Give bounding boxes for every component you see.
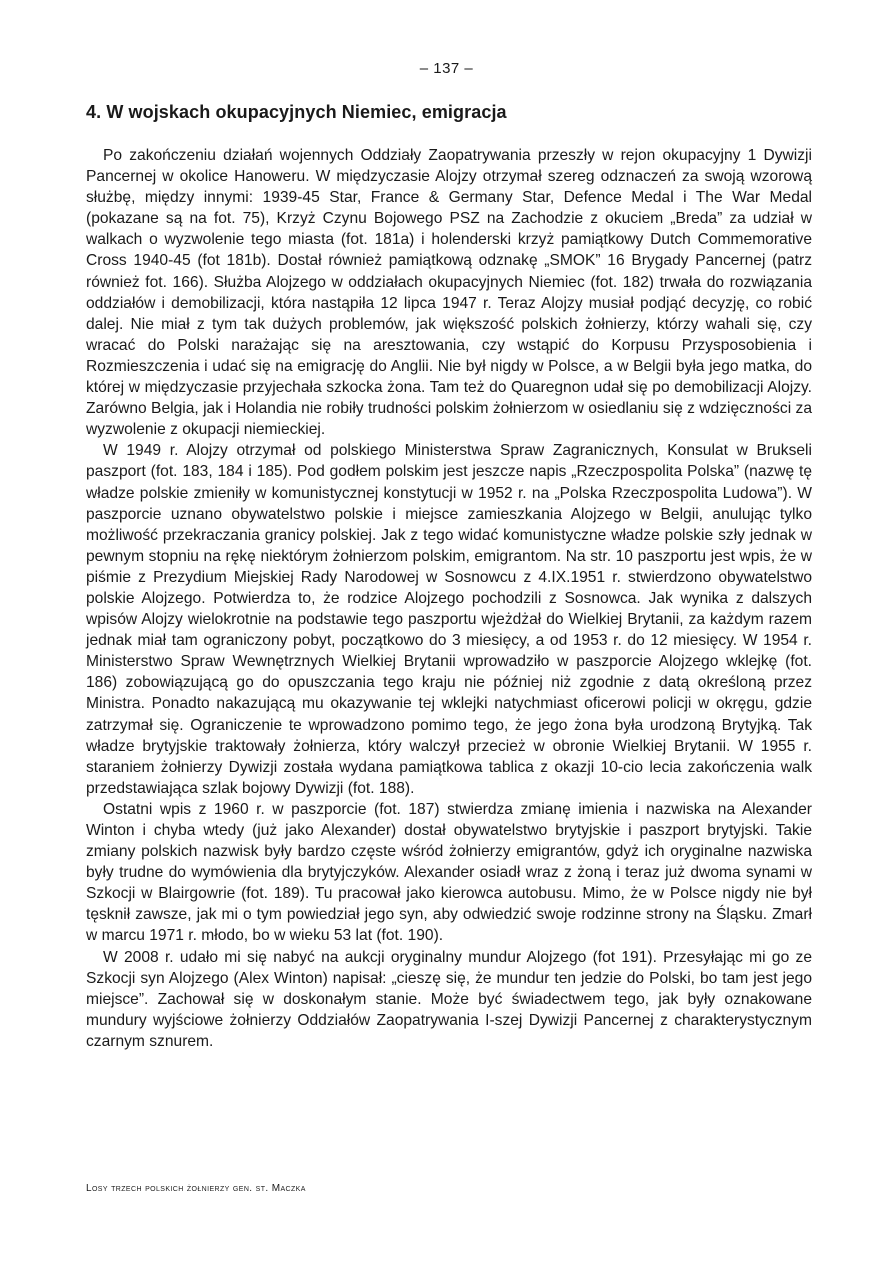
paragraph: W 2008 r. udało mi się nabyć na aukcji oryginalny mundur Alojzego (fot 191). Przesyłając mi go ze Szkocji syn Alojzego (Alex Winton) napisał: „cieszę się, że mundur ten jedzie do Polski, bo tam jest jego miejsce”. Zachował się w doskonałym stanie. Może być świadectwem tego, jak były oznakowane mundury wyjściowe żołnierzy Oddziałów Zaopatrywania I-szej Dywizji Pancernej z charakterystycznym czarnym sznurem. (86, 948, 812, 1050)
running-footer: Losy trzech polskich żołnierzy gen. st. Maczka (86, 1183, 306, 1194)
paragraph: Ostatni wpis z 1960 r. w paszporcie (fot. 187) stwierdza zmianę imienia i nazwiska na Alexander Winton i chyba wtedy (już jako Alexander) dostał obywatelstwo brytyjskie i paszport brytyjski. Takie zmiany polskich nazwisk były bardzo częste wśród żołnierzy emigrantów, gdyż ich oryginalne nazwiska były trudne do wymówienia dla brytyjczyków. Alexander osiadł wraz z żoną i teraz już dwoma synami w Szkocji w Blairgowrie (fot. 189). Tu pracował jako kierowca autobusu. Mimo, że w Polsce nigdy nie był tęsknił zawsze, jak mi o tym powiedział jego syn, aby odwiedzić swoje rodzinne strony na Śląsku. Zmarł w marcu 1971 r. młodo, bo w wieku 53 lat (fot. 190). (86, 800, 812, 945)
paragraph: W 1949 r. Alojzy otrzymał od polskiego Ministerstwa Spraw Zagranicznych, Konsulat w Brukseli paszport (fot. 183, 184 i 185). Pod godłem polskim jest jeszcze napis „Rzeczpospolita Polska” (nazwę tę władze polskie zmieniły w komunistycznej konstytucji w 1952 r. na „Polska Rzeczpospolita Ludowa”). W paszporcie uznano obywatelstwo polskie i miejsce zamieszkania Alojzego w Belgii, anulując tylko możliwość przekraczania granicy polskiej. Jak z tego widać komunistyczne władze polskie szły jednak w pewnym stopniu na rękę niektórym żołnierzom polskim, emigrantom. Na str. 10 paszportu jest wpis, że w piśmie z Prezydium Miejskiej Rady Narodowej w Sosnowcu z 4.IX.1951 r. stwierdzono obywatelstwo polskie Alojzego. Potwierdza to, że rodzice Alojzego pochodzili z Sosnowca. Jak wynika z dalszych wpisów Alojzy wielokrotnie na podstawie tego paszportu wjeżdżał do Wielkiej Brytanii, za każdym razem jednak miał tam ograniczony pobyt, początkowo do 3 miesięcy, a od 1953 r. do 12 miesięcy. W 1954 r. Ministerstwo Spraw Wewnętrznych Wielkiej Brytanii wprowadziło w paszporcie Alojzego wklejkę (fot. 186) zobowiązującą go do opuszczania tego kraju nie później niż zgodnie z datą określoną przez Ministra. Ponadto nakazującą mu okazywanie tej wklejki natychmiast oficerowi policji w okręgu, gdzie zatrzymał się. Ograniczenie te wprowadzono pomimo tego, że jego żona była urodzoną Brytyjką. Tak władze brytyjskie traktowały żołnierza, który walczył przecież w obronie Wielkiej Brytanii. W 1955 r. staraniem żołnierzy Dywizji została wydana pamiątkowa tablica z okazji 10-cio lecia zakończenia walk przedstawiająca szlak bojowy Dywizji (fot. 188). (86, 442, 812, 797)
page-number: – 137 – (419, 60, 474, 77)
paragraph: Po zakończeniu działań wojennych Oddziały Zaopatrywania przeszły w rejon okupacyjny 1 Dywizji Pancernej w okolice Hanoweru. W międzyczasie Alojzy otrzymał szereg odznaczeń za swoją wzorową służbę, między innymi: 1939-45 Star, France & Germany Star, Defence Medal i The War Medal (pokazane są na fot. 75), Krzyż Czynu Bojowego PSZ na Zachodzie z okuciem „Breda” za udział w walkach o wyzwolenie tego miasta (fot. 181a) i holenderski krzyż pamiątkowy Dutch Commemorative Cross 1940-45 (fot 181b). Dostał również pamiątkową odznakę „SMOK” 16 Brygady Pancernej (patrz również fot. 166). Służba Alojzego w oddziałach okupacyjnych Niemiec (fot. 182) trwała do rozwiązania oddziałów i demobilizacji, która nastąpiła 12 lipca 1947 r. Teraz Alojzy musiał podjąć decyzję, co robić dalej. Nie miał z tym tak dużych problemów, jak większość polskich żołnierzy, którzy wahali się, czy wracać do Polski narażając się na aresztowania, czy wstąpić do Korpusu Przysposobienia i Rozmieszczenia i udać się na emigrację do Anglii. Nie był nigdy w Polsce, a w Belgii była jego matka, do której w międzyczasie przyjechała szkocka żona. Tam też do Quaregnon udał się po demobilizacji Alojzy. Zarówno Belgia, jak i Holandia nie robiły trudności polskim żołnierzom w osiedlaniu się z wdzięczności za wyzwolenie z okupacji niemieckiej. (86, 147, 812, 439)
body-text (86, 145, 812, 1052)
chapter-heading: 4. W wojskach okupacyjnych Niemiec, emigracja (86, 102, 507, 122)
